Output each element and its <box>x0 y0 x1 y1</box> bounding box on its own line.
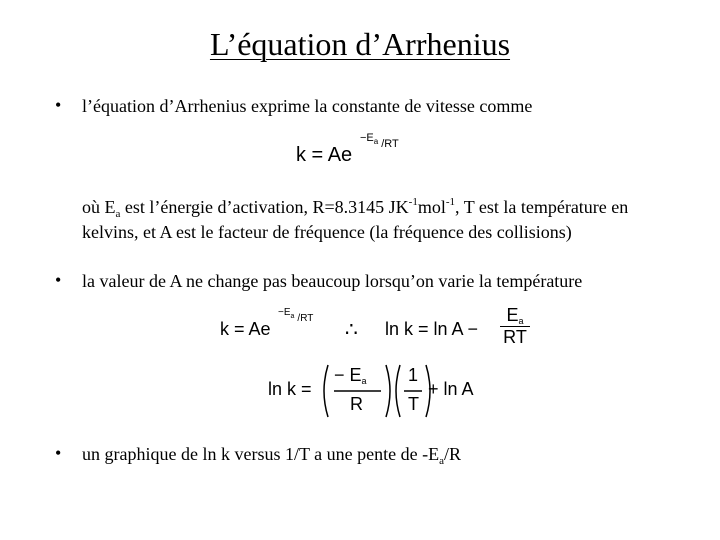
bullet-dot: • <box>55 95 62 115</box>
eq2-lhs: k = Ae <box>220 319 271 339</box>
eq3-frac2-num: 1 <box>408 365 419 385</box>
bullet-dot: • <box>55 443 62 463</box>
bullet-1-text: l’équation d’Arrhenius exprime la constante de vitesse comme <box>82 96 533 116</box>
eq1-exponent: $-E_a$ /RT <box>360 132 399 150</box>
eq3-rhs: + ln A <box>428 379 474 399</box>
eq3-frac2-den: T <box>408 394 419 414</box>
eq1-lhs: k = Ae <box>296 144 353 166</box>
eq3-lhs: ln k = <box>268 379 312 399</box>
bullet-2-text: la valeur de A ne change pas beaucoup lorsqu’on varie la température <box>82 271 583 291</box>
eq2-fraction: Ea RT <box>500 305 530 348</box>
eq3-frac1-den: R <box>350 394 363 414</box>
bullet-3-text: un graphique de ln k versus 1/T a une pente de $-E_a/R$ <box>82 444 461 467</box>
bullet-1-continuation: où $E_a$ est l’énergie d’activation, R=8.3145 $JK^{-1}mol^{-1}$, T est la température en kelvins, et A est le facteur de fréquence (la fréquence des collisions) <box>82 196 629 242</box>
slide-title: L’équation d’Arrhenius <box>209 26 511 62</box>
therefore-symbol: ∴ <box>345 319 358 341</box>
eq2-rhs: ln k = ln A − <box>385 319 479 339</box>
bullet-dot: • <box>55 270 62 290</box>
equation-3 <box>268 362 498 422</box>
eq2-exponent: $-E_a$ /RT <box>278 307 314 324</box>
eq3-frac1-num: − Ea <box>334 365 367 386</box>
